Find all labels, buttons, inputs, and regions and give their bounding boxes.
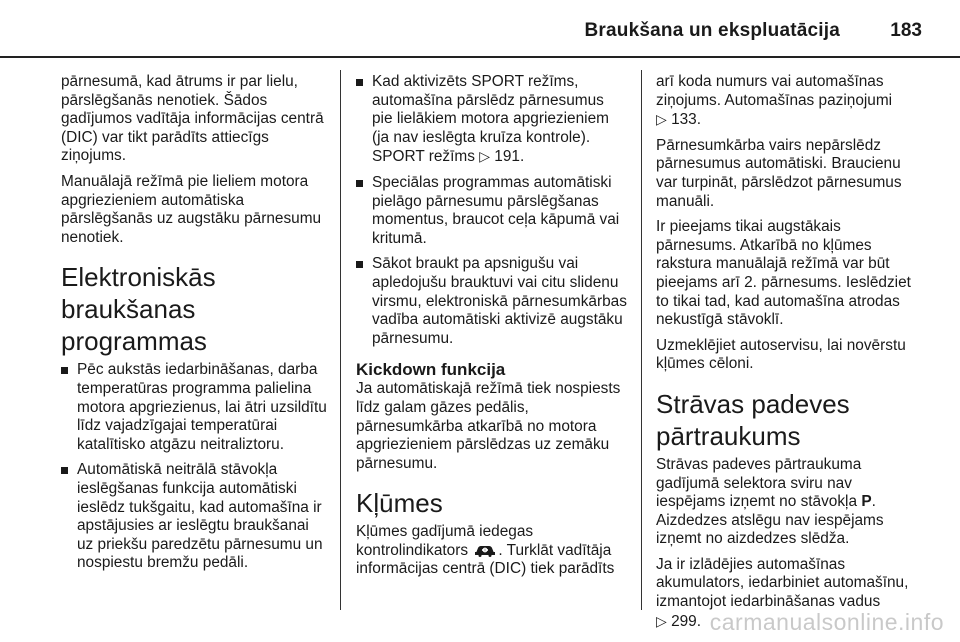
subsection-heading: Kickdown funkcija (356, 360, 506, 380)
paragraph (356, 523, 628, 579)
list-item-text: Kad aktivizēts SPORT režīms, automašīna pārslēdz pārnesumus pie lielākiem motora apgriezieniem (ja nav ieslēgta kruīza kontrole). SPORT režīms (372, 73, 609, 166)
square-bullet-icon (61, 367, 68, 374)
square-bullet-icon (356, 180, 363, 187)
column-divider-2 (641, 70, 642, 610)
car-wrench-indicator-icon (474, 544, 496, 557)
page-number: 183 (890, 20, 922, 41)
paragraph: pārnesumā, kad ātrums ir par lielu, pārslēgšanās nenotiek. Šādos gadījumos vadītāja informācijas centrā (DIC) var tikt parādīts attiecīgs ziņojums. (61, 73, 324, 165)
paragraph-text: arī koda numurs vai automašīnas ziņojums. Automašīnas paziņojumi (656, 73, 893, 109)
page-reference[interactable]: 133. (671, 111, 702, 129)
section-heading: Elektroniskās braukšanas programmas (61, 262, 216, 357)
watermark: carmanualsonline.info (709, 609, 944, 635)
square-bullet-icon (61, 467, 68, 474)
reference-arrow-icon: ▷ (656, 612, 667, 629)
paragraph: Manuālajā režīmā pie lieliem motora apgriezieniem automātiska pārslēgšanās uz augstāku pārnesumu nenotiek. (61, 172, 322, 246)
paragraph: Ja automātiskajā režīmā tiek nospiests līdz galam gāzes pedālis, pārnesumkārba atkarībā no motora apgriezieniem pārslēdzas uz zemāku pārnesumu. (356, 380, 621, 472)
paragraph-text: Ja ir izlādējies automašīnas akumulators, iedarbiniet automašīnu, izmantojot iedarbināšanas vadus (656, 555, 909, 611)
list-item (356, 255, 628, 348)
section-heading: Strāvas padeves pārtraukums (656, 388, 850, 451)
bullet-list (61, 361, 329, 573)
section-heading: Kļūmes (356, 488, 443, 519)
paragraph: Ir pieejams tikai augstākais pārnesums. Atkarībā no kļūmes rakstura manuālajā režīmā var būt pieejams arī 2. pārnesums. Ieslēdziet to tikai tad, kad automašīna atrodas nekustīgā stāvoklī. (656, 218, 911, 329)
header-divider (0, 56, 960, 58)
page-reference[interactable]: 299. (671, 612, 702, 630)
paragraph-text: Strāvas padeves pārtraukuma gadījumā selektora sviru nav iespējams izņemt no stāvokļa (656, 455, 862, 511)
column-1 (61, 73, 329, 580)
paragraph (656, 456, 924, 549)
page-header (0, 0, 960, 56)
list-item (61, 461, 329, 573)
list-item-text: Pēc aukstās iedarbināšanas, darba temperatūras programma palielina motora apgriezienus, lai ātri uzsildītu līdz vajadzīgajai temperatūrai katalītisko atgāzu neitraliztoru. (77, 361, 327, 453)
list-item-text: Sākot braukt pa apsnigušu vai apledojušu brauktuvi vai citu slidenu virsmu, elektroniskā pārnesumkārbas vadība automātiski aktivizē augstāku pārnesumu. (372, 255, 627, 347)
list-item (356, 174, 628, 248)
page-reference[interactable]: 191. (494, 148, 525, 166)
square-bullet-icon (356, 79, 363, 86)
reference-arrow-icon: ▷ (479, 148, 490, 165)
column-3 (656, 73, 924, 638)
paragraph: Pārnesumkārba vairs nepārslēdz pārnesumus automātiski. Braucienu var turpināt, pārslēdzot pārnesumus manuāli. (656, 136, 902, 210)
paragraph: Uzmeklējiet autoservisu, lai novērstu kļūmes cēloni. (656, 336, 906, 373)
paragraph (656, 73, 924, 130)
square-bullet-icon (356, 261, 363, 268)
list-item (356, 73, 628, 167)
list-item-text: Speciālas programmas automātiski pielāgo pārnesumu pārslēgšanas momentus, braucot ceļa kāpumā vai kritumā. (372, 173, 620, 247)
column-2 (356, 73, 628, 586)
list-item (61, 361, 329, 454)
gear-position-label: P (861, 493, 872, 511)
reference-arrow-icon: ▷ (656, 111, 667, 128)
list-item-text: Automātiskā neitrālā stāvokļa ieslēgšanas funkcija automātiski ieslēdz tukšgaitu, kad automašīna ir apstājusies ar ieslēgtu braukšanai uz priekšu paredzētu pārnesumu un nospiestu bremžu pedāli. (77, 461, 323, 572)
bullet-list (356, 73, 628, 348)
paragraph-text: . Turklāt vadītāja informācijas centrā (DIC) tiek parādīts (356, 541, 615, 578)
section-title: Braukšana un ekspluatācija (584, 20, 840, 41)
paragraph-text: . Aizdedzes atslēgu nav iespējams izņemt no aizdedzes slēdža. (656, 493, 884, 548)
column-divider-1 (340, 70, 341, 610)
paragraph-text: Kļūmes gadījumā iedegas kontrolindikators (356, 523, 534, 559)
